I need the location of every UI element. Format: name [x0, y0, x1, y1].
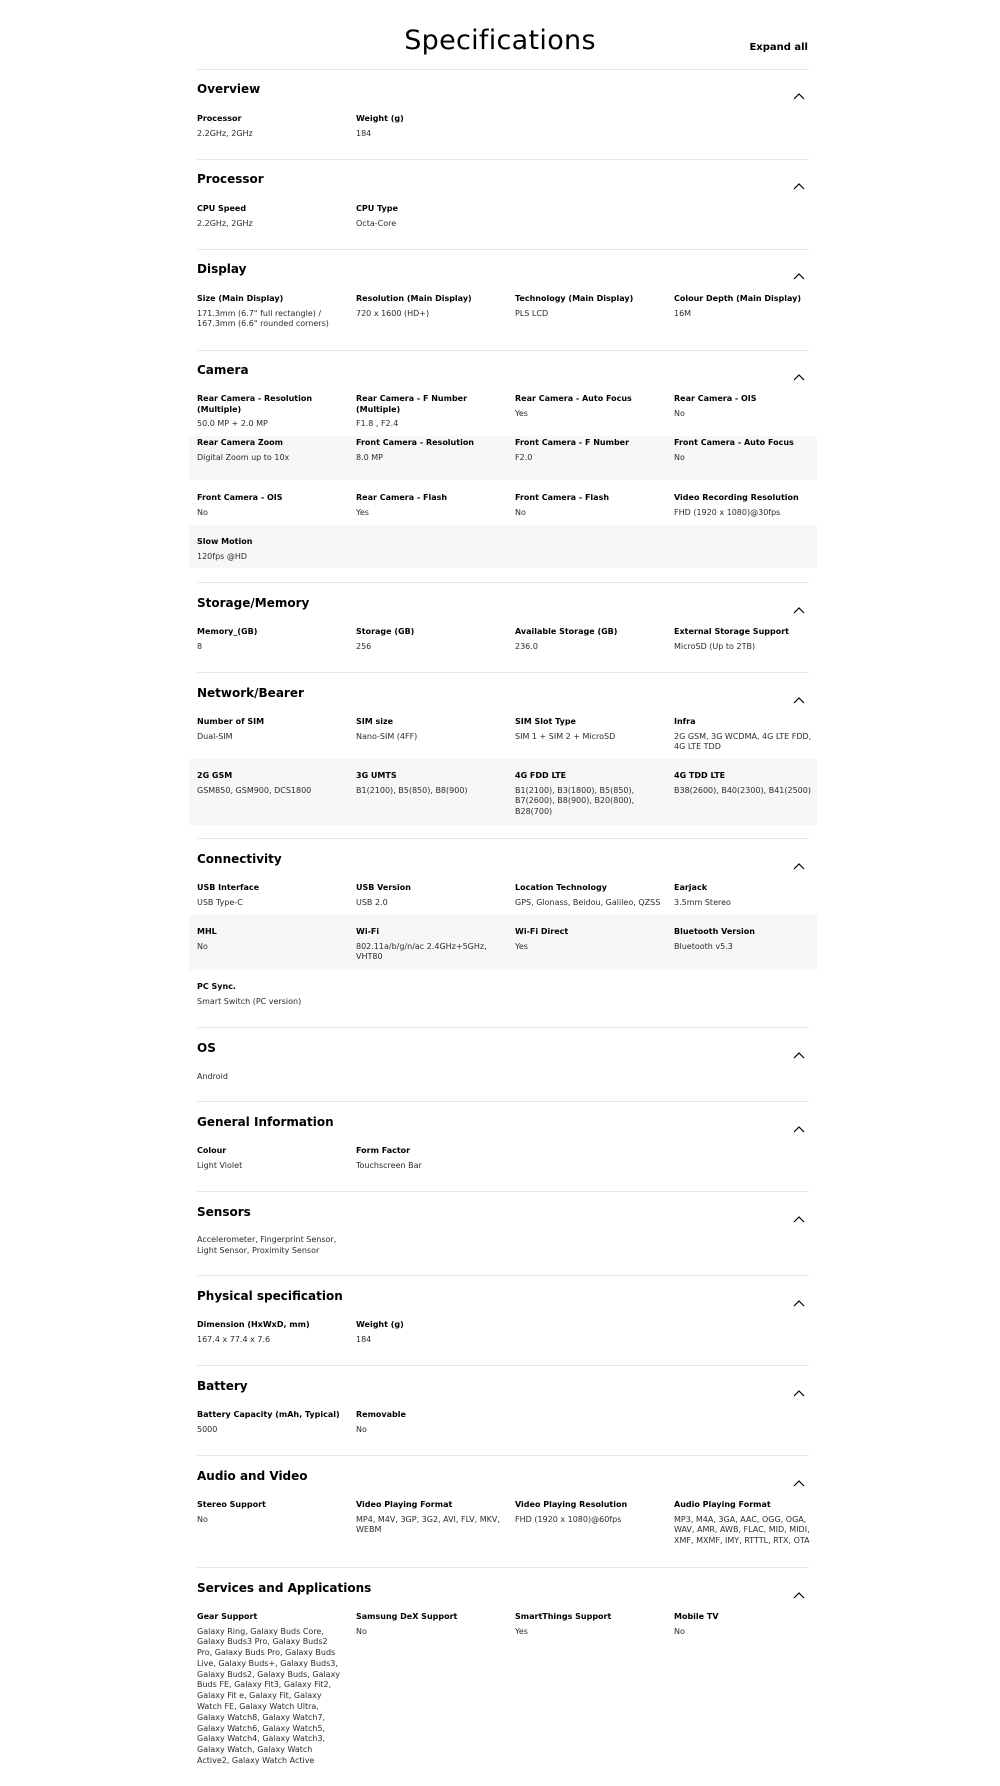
spec-value: No	[197, 507, 208, 517]
spec-item	[356, 438, 504, 463]
spec-label: Bluetooth Version	[674, 927, 755, 936]
spec-label: Front Camera - Flash	[515, 493, 610, 502]
spec-value: Galaxy Ring, Galaxy Buds Core, Galaxy Buds3 Pro, Galaxy Buds2 Pro, Galaxy Buds Pro, Galaxy Buds Live, Galaxy Buds+, Galaxy Buds3, Galaxy Buds2, Galaxy Buds, Galaxy Buds FE, Galaxy Fit3, Galaxy Fit2, Galaxy Fit e, Galaxy Fit, Galaxy Watch FE, Galaxy Watch Ultra, Galaxy Watch8, Galaxy Watch7, Galaxy Watch6, Galaxy Watch5, Galaxy Watch4, Galaxy Watch3, Galaxy Watch, Galaxy Watch Active2, Galaxy Watch Active	[197, 1626, 341, 1766]
section-title[interactable]: Camera	[197, 363, 249, 377]
spec-label: Mobile TV	[674, 1612, 719, 1621]
chevron-up-icon[interactable]	[793, 265, 805, 273]
chevron-up-icon[interactable]	[793, 1044, 805, 1052]
spec-value: Bluetooth v5.3	[674, 941, 733, 951]
spec-value: GPS, Glonass, Beidou, Galileo, QZSS	[515, 897, 661, 907]
spec-value: 256	[356, 641, 372, 651]
chevron-up-icon[interactable]	[793, 855, 805, 863]
spec-value: USB Type-C	[197, 897, 243, 907]
spec-item	[515, 493, 663, 518]
spec-item	[356, 394, 504, 430]
section-title[interactable]: Sensors	[197, 1205, 251, 1219]
spec-value: 5000	[197, 1424, 218, 1434]
chevron-up-icon[interactable]	[793, 175, 805, 183]
section-divider	[197, 1365, 809, 1366]
spec-item	[197, 1072, 345, 1083]
spec-item	[197, 771, 345, 796]
spec-label: Dimension (HxWxD, mm)	[197, 1320, 310, 1329]
spec-label: Rear Camera - Auto Focus	[515, 394, 632, 403]
section-title[interactable]: Services and Applications	[197, 1581, 372, 1595]
spec-item	[674, 1500, 822, 1547]
spec-label: Earjack	[674, 883, 708, 892]
spec-label: SIM size	[356, 717, 394, 726]
spec-label: CPU Speed	[197, 204, 247, 213]
spec-label: Stereo Support	[197, 1500, 266, 1509]
spec-label: 4G FDD LTE	[515, 771, 567, 780]
spec-item	[197, 294, 345, 330]
spec-label: 4G TDD LTE	[674, 771, 726, 780]
spec-item	[515, 883, 663, 908]
section-divider	[197, 1027, 809, 1028]
spec-label: Form Factor	[356, 1146, 411, 1155]
spec-value: GSM850, GSM900, DCS1800	[197, 785, 312, 795]
spec-value: Yes	[515, 408, 528, 418]
spec-value: 184	[356, 1334, 372, 1344]
spec-value: 2G GSM, 3G WCDMA, 4G LTE FDD, 4G LTE TDD	[674, 731, 812, 752]
spec-value: Nano-SIM (4FF)	[356, 731, 418, 741]
spec-item	[197, 927, 345, 952]
spec-value: FHD (1920 x 1080)@60fps	[515, 1514, 622, 1524]
chevron-up-icon[interactable]	[793, 599, 805, 607]
spec-value: 802.11a/b/g/n/ac 2.4GHz+5GHz, VHT80	[356, 941, 487, 962]
spec-item	[356, 1146, 504, 1171]
spec-label: USB Version	[356, 883, 411, 892]
spec-label: Weight (g)	[356, 114, 404, 123]
section-divider	[197, 1191, 809, 1192]
spec-item	[356, 927, 504, 963]
spec-value: 120fps @HD	[197, 551, 248, 561]
spec-value: No	[674, 408, 685, 418]
spec-value: Touchscreen Bar	[356, 1160, 422, 1170]
section-title[interactable]: Physical specification	[197, 1289, 343, 1303]
section-divider	[197, 1567, 809, 1568]
spec-value: Digital Zoom up to 10x	[197, 452, 290, 462]
spec-label: Rear Camera - OIS	[674, 394, 757, 403]
spec-value: F1.8 , F2.4	[356, 419, 399, 428]
section-title[interactable]: Processor	[197, 172, 264, 186]
spec-value: 2.2GHz, 2GHz	[197, 218, 253, 228]
spec-value: Octa-Core	[356, 218, 397, 228]
chevron-up-icon[interactable]	[793, 85, 805, 93]
spec-label: SIM Slot Type	[515, 717, 576, 726]
spec-label: Video Playing Resolution	[515, 1500, 628, 1509]
spec-item	[515, 627, 663, 652]
spec-value: SIM 1 + SIM 2 + MicroSD	[515, 731, 616, 741]
spec-item	[197, 204, 345, 229]
section-divider	[197, 1275, 809, 1276]
spec-value: 171.3mm (6.7" full rectangle) / 167.3mm (6.6" rounded corners)	[197, 308, 329, 329]
spec-value: 184	[356, 128, 372, 138]
spec-label: External Storage Support	[674, 627, 789, 636]
spec-label: Number of SIM	[197, 717, 265, 726]
spec-value: No	[674, 1626, 685, 1636]
spec-item	[356, 627, 504, 652]
spec-label: Storage (GB)	[356, 627, 415, 636]
section-title[interactable]: OS	[197, 1041, 216, 1055]
section-divider	[197, 159, 809, 160]
spec-item	[197, 982, 345, 1007]
spec-item	[515, 438, 663, 463]
section-title[interactable]: Audio and Video	[197, 1469, 308, 1483]
section-divider	[197, 350, 809, 351]
spec-value: No	[197, 941, 208, 951]
spec-item	[197, 1410, 345, 1435]
spec-item	[674, 294, 822, 319]
spec-value: B1(2100), B3(1800), B5(850), B7(2600), B8(900), B20(800), B28(700)	[515, 785, 635, 817]
spec-label: Colour Depth (Main Display)	[674, 294, 802, 303]
spec-label: Processor	[197, 114, 242, 123]
spec-label: Removable	[356, 1410, 406, 1419]
spec-item	[356, 204, 504, 229]
spec-label: Front Camera - Resolution	[356, 438, 475, 447]
spec-item	[674, 438, 822, 463]
spec-item	[197, 1500, 345, 1525]
spec-label: Front Camera - F Number	[515, 438, 630, 447]
spec-item	[356, 294, 504, 319]
spec-item	[356, 771, 504, 796]
section-divider	[197, 249, 809, 250]
spec-label: MHL	[197, 927, 217, 936]
spec-value: MP4, M4V, 3GP, 3G2, AVI, FLV, MKV, WEBM	[356, 1514, 500, 1535]
spec-value: 3.5mm Stereo	[674, 897, 731, 907]
spec-label: Rear Camera - Resolution (Multiple)	[197, 394, 313, 414]
spec-value: FHD (1920 x 1080)@30fps	[674, 507, 781, 517]
spec-item	[197, 1320, 345, 1345]
spec-value: 236.0	[515, 641, 538, 651]
spec-label: Size (Main Display)	[197, 294, 284, 303]
spec-item	[515, 394, 663, 419]
spec-item	[515, 294, 663, 319]
section-divider	[197, 672, 809, 673]
spec-value: USB 2.0	[356, 897, 388, 907]
spec-value: No	[197, 1514, 208, 1524]
section-title[interactable]: Storage/Memory	[197, 596, 310, 610]
chevron-up-icon[interactable]	[793, 1584, 805, 1592]
spec-label: Slow Motion	[197, 537, 253, 546]
spec-label: Gear Support	[197, 1612, 258, 1621]
spec-label: 2G GSM	[197, 771, 233, 780]
spec-item	[674, 771, 822, 796]
spec-value: Dual-SIM	[197, 731, 233, 741]
spec-value: B38(2600), B40(2300), B41(2500)	[674, 785, 811, 795]
section-divider	[197, 582, 809, 583]
spec-value: Yes	[515, 941, 528, 951]
spec-item	[674, 627, 822, 652]
spec-value: Yes	[356, 507, 369, 517]
spec-value: No	[674, 452, 685, 462]
spec-label: Resolution (Main Display)	[356, 294, 472, 303]
spec-item	[197, 114, 345, 139]
spec-value: 720 x 1600 (HD+)	[356, 308, 430, 318]
spec-label: USB Interface	[197, 883, 260, 892]
expand-all-button[interactable]: Expand all	[749, 42, 808, 53]
section-title[interactable]: General Information	[197, 1115, 334, 1129]
section-title[interactable]: Display	[197, 262, 247, 276]
section-divider	[197, 1101, 809, 1102]
chevron-up-icon[interactable]	[793, 1472, 805, 1480]
spec-item	[515, 771, 663, 818]
spec-value: Yes	[515, 1626, 528, 1636]
spec-label: Rear Camera Zoom	[197, 438, 284, 447]
spec-label: Front Camera - Auto Focus	[674, 438, 794, 447]
spec-item	[197, 717, 345, 742]
page-title: Specifications	[404, 25, 596, 56]
section-divider	[197, 1455, 809, 1456]
spec-value: Light Violet	[197, 1160, 243, 1170]
spec-item	[197, 493, 345, 518]
spec-item	[356, 1500, 504, 1536]
spec-item	[197, 1235, 345, 1257]
spec-item	[674, 1612, 822, 1637]
spec-label: Rear Camera - Flash	[356, 493, 448, 502]
spec-value: 50.0 MP + 2.0 MP	[197, 419, 268, 428]
spec-item	[197, 537, 345, 562]
chevron-up-icon[interactable]	[793, 366, 805, 374]
spec-item	[356, 1410, 504, 1435]
chevron-up-icon[interactable]	[793, 1208, 805, 1216]
spec-value: Accelerometer, Fingerprint Sensor, Light Sensor, Proximity Sensor	[197, 1235, 337, 1255]
spec-item	[674, 493, 822, 518]
spec-item	[356, 1320, 504, 1345]
spec-item	[197, 1612, 345, 1767]
spec-item	[515, 717, 663, 742]
spec-label: Video Recording Resolution	[674, 493, 799, 502]
spec-item	[515, 1500, 663, 1525]
spec-label: Front Camera - OIS	[197, 493, 283, 502]
spec-value: MP3, M4A, 3GA, AAC, OGG, OGA, WAV, AMR, AWB, FLAC, MID, MIDI, XMF, MXMF, IMY, RTTTL, RTX, OTA	[674, 1514, 810, 1546]
spec-item	[515, 927, 663, 952]
spec-value: 8	[197, 641, 203, 651]
spec-label: Location Technology	[515, 883, 607, 892]
spec-value: Smart Switch (PC version)	[197, 996, 302, 1006]
spec-label: Wi-Fi Direct	[515, 927, 569, 936]
section-title[interactable]: Battery	[197, 1379, 248, 1393]
spec-label: Available Storage (GB)	[515, 627, 618, 636]
spec-item	[197, 627, 345, 652]
spec-item	[356, 114, 504, 139]
spec-label: 3G UMTS	[356, 771, 397, 780]
spec-label: SmartThings Support	[515, 1612, 612, 1621]
chevron-up-icon[interactable]	[793, 1118, 805, 1126]
spec-item	[674, 883, 822, 908]
spec-label: Memory_(GB)	[197, 627, 258, 636]
section-title[interactable]: Overview	[197, 82, 261, 96]
chevron-up-icon[interactable]	[793, 1382, 805, 1390]
spec-label: Infra	[674, 717, 696, 726]
spec-item	[674, 394, 822, 419]
spec-value: 2.2GHz, 2GHz	[197, 128, 253, 138]
spec-item	[356, 883, 504, 908]
spec-label: Weight (g)	[356, 1320, 404, 1329]
spec-value: 8.0 MP	[356, 452, 383, 462]
chevron-up-icon[interactable]	[793, 1292, 805, 1300]
section-title[interactable]: Network/Bearer	[197, 686, 304, 700]
spec-item	[197, 394, 345, 430]
spec-value: PLS LCD	[515, 308, 549, 318]
spec-value: No	[356, 1626, 367, 1636]
spec-label: Technology (Main Display)	[515, 294, 634, 303]
spec-label: Video Playing Format	[356, 1500, 453, 1509]
section-title[interactable]: Connectivity	[197, 852, 282, 866]
section-divider	[197, 838, 809, 839]
spec-label: Rear Camera - F Number (Multiple)	[356, 394, 468, 414]
spec-label: Battery Capacity (mAh, Typical)	[197, 1410, 340, 1419]
spec-value: Android	[197, 1072, 228, 1081]
spec-item	[197, 1146, 345, 1171]
spec-value: No	[515, 507, 526, 517]
spec-label: Wi-Fi	[356, 927, 380, 936]
chevron-up-icon[interactable]	[793, 689, 805, 697]
spec-item	[197, 438, 345, 463]
spec-item	[674, 717, 822, 753]
spec-value: No	[356, 1424, 367, 1434]
spec-value: 167.4 x 77.4 x 7.6	[197, 1334, 271, 1344]
spec-item	[515, 1612, 663, 1637]
section-divider	[197, 69, 809, 70]
spec-label: CPU Type	[356, 204, 398, 213]
spec-item	[356, 493, 504, 518]
spec-value: MicroSD (Up to 2TB)	[674, 641, 756, 651]
spec-item	[356, 1612, 504, 1637]
spec-label: PC Sync.	[197, 982, 236, 991]
spec-item	[197, 883, 345, 908]
spec-label: Colour	[197, 1146, 227, 1155]
spec-item	[674, 927, 822, 952]
spec-value: F2.0	[515, 452, 533, 462]
spec-item	[356, 717, 504, 742]
spec-value: 16M	[674, 308, 692, 318]
spec-label: Samsung DeX Support	[356, 1612, 458, 1621]
spec-value: B1(2100), B5(850), B8(900)	[356, 785, 468, 795]
spec-label: Audio Playing Format	[674, 1500, 771, 1509]
